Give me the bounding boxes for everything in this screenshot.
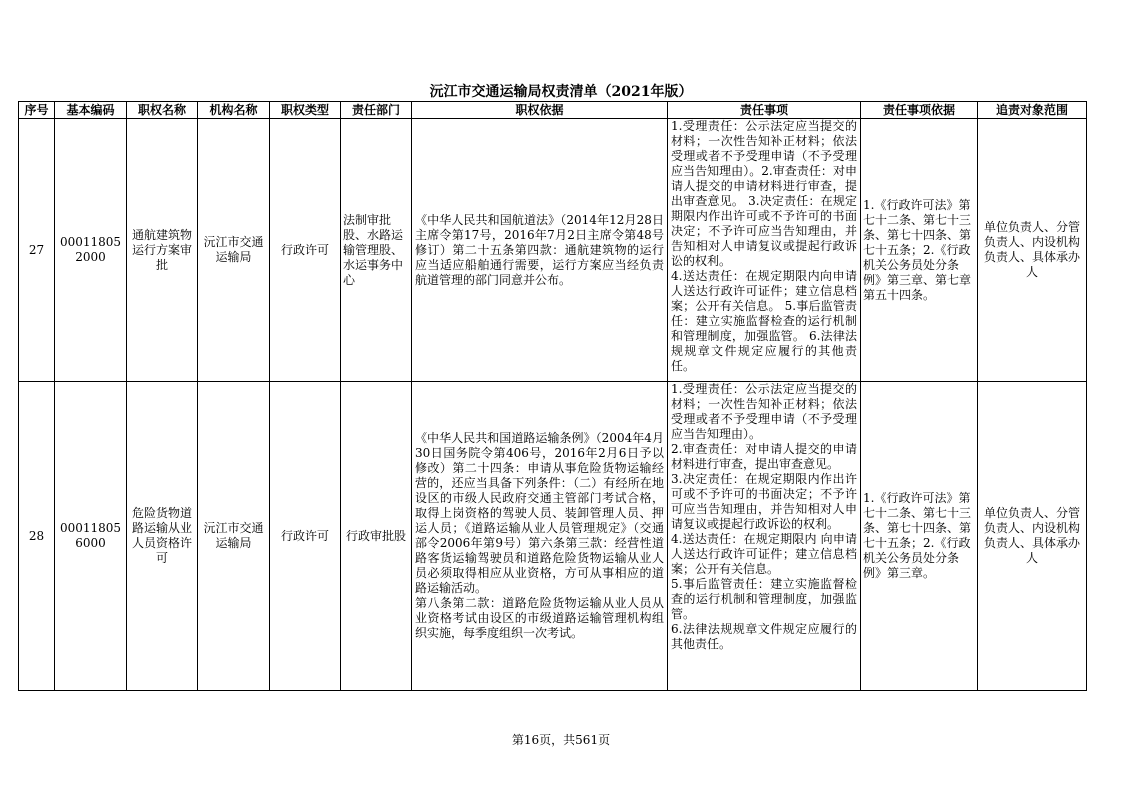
row-power-type: 行政许可 bbox=[270, 382, 341, 691]
row-accountability: 单位负责人、分管负责人、内设机构负责人、具体承办人 bbox=[978, 382, 1087, 691]
row-basis: 《中华人民共和国航道法》（2014年12月28日主席令第17号，2016年7月2日主席令第48号修订）第二十五条第四款：通航建筑物的运行应当适应船舶通行需要，运行方案应当经负责航道管理的部门同意并公布。 bbox=[412, 119, 668, 382]
row-power-name: 通航建筑物运行方案审批 bbox=[127, 119, 198, 382]
row-code: 000118056000 bbox=[55, 382, 127, 691]
header-power-name: 职权名称 bbox=[127, 102, 198, 119]
row-duty-basis: 1.《行政许可法》第七十二条、第七十三条、第七十四条、第七十五条；2.《行政机关公务员处分条例》第三章、第七章第五十四条。 bbox=[861, 119, 978, 382]
table-row bbox=[19, 119, 1087, 382]
header-dept: 责任部门 bbox=[341, 102, 412, 119]
header-seq: 序号 bbox=[19, 102, 55, 119]
row-power-type: 行政许可 bbox=[270, 119, 341, 382]
page-title: 沅江市交通运输局权责清单（2021年版） bbox=[429, 84, 693, 100]
row-dept: 法制审批股、水路运输管理股、水运事务中心 bbox=[341, 119, 412, 382]
header-duties: 责任事项 bbox=[668, 102, 861, 119]
basis-paragraph: 《中华人民共和国道路运输条例》（2004年4月30日国务院令第406号，2016年2月6日予以修改）第二十四条：申请从事危险货物运输经营的，还应当具备下列条件：（二）有经所在地设区的市级人民政府交通主管部门考试合格，取得上岗资格的驾驶人员、装卸管理人员、押运人员；《道路运输从业人员管理规定》（交通部令2006年第9号）第六条第三款：经营性道路客货运输驾驶员和道路危险货物运输从业人员必须取得相应从业资格，方可从事相应的道路运输活动。 bbox=[415, 431, 664, 595]
row-seq: 28 bbox=[19, 382, 55, 691]
duty-item: 4.送达责任：在规定期限内向申请人送达行政许可证件；建立信息档案；公开有关信息。 5.事后监管责任：建立实施监督检查的运行机制和管理制度，加强监管。 6.法律法规规章文件规定应履行的其他责任。 bbox=[671, 269, 857, 373]
row-seq: 27 bbox=[19, 119, 55, 382]
row-duties bbox=[668, 119, 861, 382]
row-basis bbox=[412, 382, 668, 691]
row-org: 沅江市交通运输局 bbox=[198, 119, 270, 382]
duty-item: 3.决定责任：在规定期限内作出许可或不予许可的书面决定；不予许可应当告知理由，并告知相对人申请复议或提起行政诉讼的权利。 bbox=[671, 472, 857, 531]
duty-item: 4.送达责任：在规定期限内 向申请人送达行政许可证件；建立信息档案；公开有关信息。 bbox=[671, 532, 857, 576]
header-code: 基本编码 bbox=[55, 102, 127, 119]
row-org: 沅江市交通运输局 bbox=[198, 382, 270, 691]
header-power-type: 职权类型 bbox=[270, 102, 341, 119]
duty-item: 1.受理责任：公示法定应当提交的材料；一次性告知补正材料；依法受理或者不予受理申请（不予受理应当告知理由）。2.审查责任：对申请人提交的申请材料进行审查，提出审查意见。 3.决定责任：在规定期限内作出许可或不予许可的书面决定；不予许可应当告知理由，并告知相对人申请复议或提起行政诉讼的权利。 bbox=[671, 119, 857, 268]
row-duties bbox=[668, 382, 861, 691]
table-header-row bbox=[19, 102, 1087, 119]
row-duty-basis: 1.《行政许可法》第七十二条、第七十三条、第七十四条、第七十五条；2.《行政机关公务员处分条例》第三章。 bbox=[861, 382, 978, 691]
duty-item: 5.事后监管责任：建立实施监督检查的运行机制和管理制度，加强监管。 bbox=[671, 577, 857, 621]
row-dept: 行政审批股 bbox=[341, 382, 412, 691]
duty-item: 2.审查责任：对申请人提交的申请材料进行审查，提出审查意见。 bbox=[671, 442, 857, 471]
page-number: 第16页，共561页 bbox=[511, 733, 611, 747]
header-org: 机构名称 bbox=[198, 102, 270, 119]
row-power-name: 危险货物道路运输从业人员资格许可 bbox=[127, 382, 198, 691]
header-duty-basis: 责任事项依据 bbox=[861, 102, 978, 119]
header-basis: 职权依据 bbox=[412, 102, 668, 119]
duty-item: 1.受理责任：公示法定应当提交的材料；一次性告知补正材料；依法受理或者不予受理申请（不予受理应当告知理由）。 bbox=[671, 382, 857, 441]
row-accountability: 单位负责人、分管负责人、内设机构负责人、具体承办人 bbox=[978, 119, 1087, 382]
responsibility-table bbox=[18, 101, 1087, 691]
row-code: 000118052000 bbox=[55, 119, 127, 382]
duty-item: 6.法律法规规章文件规定应履行的其他责任。 bbox=[671, 622, 857, 651]
header-accountability: 追责对象范围 bbox=[978, 102, 1087, 119]
basis-paragraph: 第八条第二款：道路危险货物运输从业人员从业资格考试由设区的市级道路运输管理机构组织实施，每季度组织一次考试。 bbox=[415, 596, 664, 640]
table-row bbox=[19, 382, 1087, 691]
